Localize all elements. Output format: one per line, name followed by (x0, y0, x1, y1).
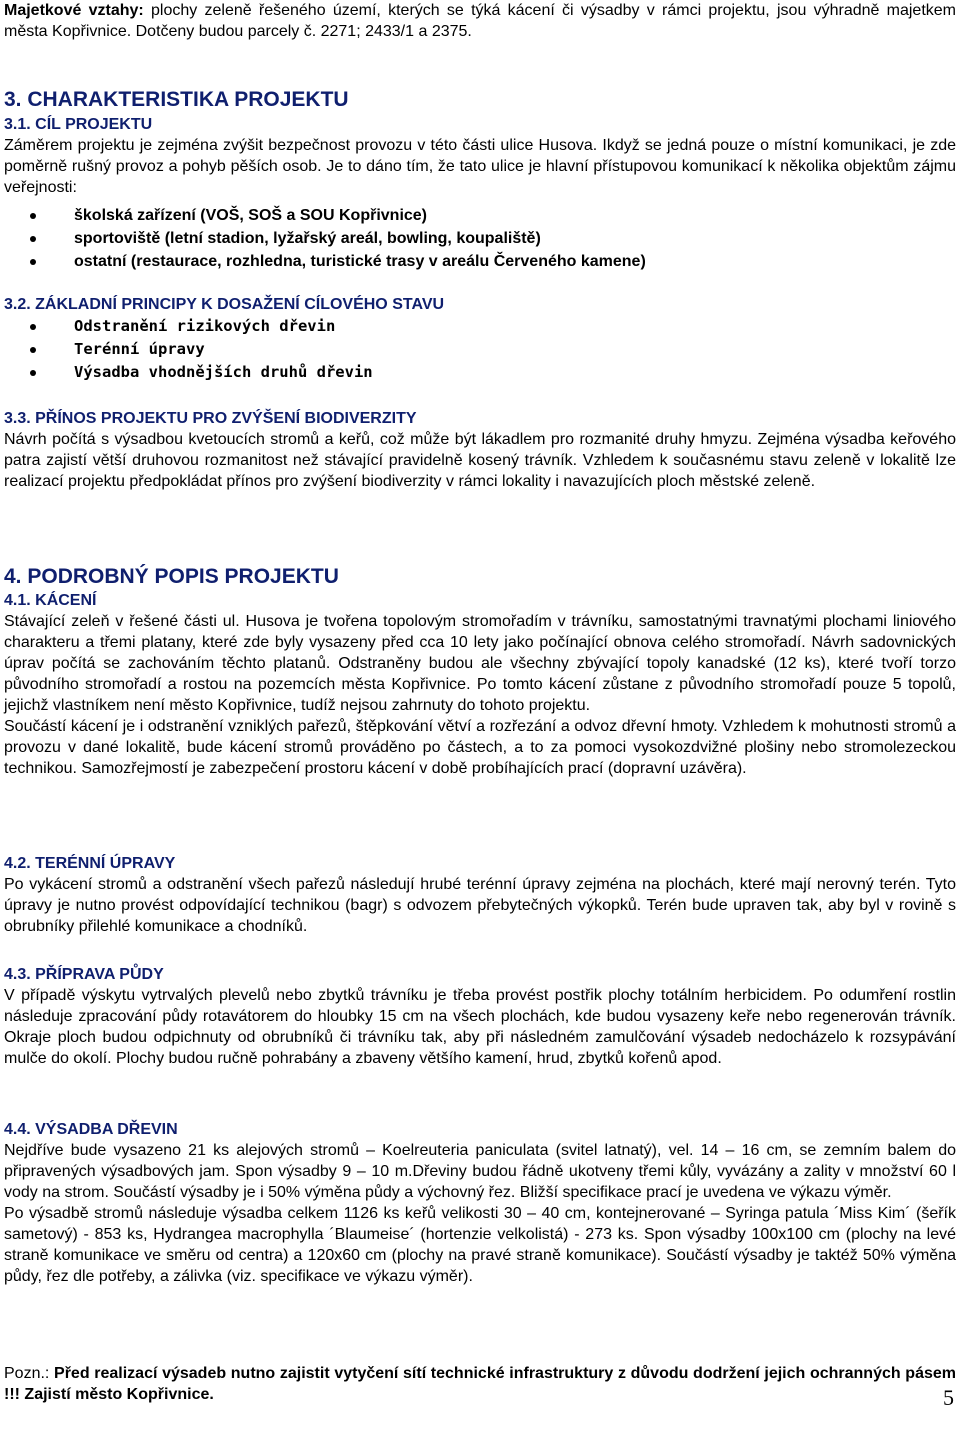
section-3-3-heading: 3.3. PŘÍNOS PROJEKTU PRO ZVÝŠENÍ BIODIVERZITY (4, 410, 417, 427)
list-item: ostatní (restaurace, rozhledna, turistické trasy v areálu Červeného kamene) (4, 250, 956, 273)
list-item: sportoviště (letní stadion, lyžařský areál, bowling, koupaliště) (4, 227, 956, 250)
section-4-3-paragraph: V případě výskytu vytrvalých plevelů nebo zbytků trávníku je třeba provést postřik plochy totálním herbicidem. Po odumření rostlin následuje zpracování půdy rotavátorem do hloubky 15 cm na všech plochách, kde budou vysazeny keře nebo regenerován trávník. Okraje ploch budou odpichnuty od obrubníků či trávníku tak, aby při následném zamulčování výsadeb nedocházelo k rozsypávání mulče do okolí. Plochy budou ručně pohrabány a zbaveny většího kamení, hrud, zbytků kořenů apod. (4, 987, 956, 1067)
section-4-2-heading: 4.2. TERÉNNÍ ÚPRAVY (4, 855, 176, 872)
section-3 (4, 88, 956, 112)
section-3-3-paragraph: Návrh počítá s výsadbou kvetoucích stromů a keřů, což může být lákadlem pro rozmanité druhy hmyzu. Zejména výsadba keřového patra zajistí větší druhovou rozmanitost než stávající pravidelně kosený trávník. Vzhledem k současnému stavu zeleně v lokalitě lze realizací projektu předpokládat přínos pro zvýšení biodiverzity v rámci lokality i navazujících ploch městské zeleně. (4, 431, 956, 490)
bullet-icon (30, 236, 36, 242)
section-3-1-heading: 3.1. CÍL PROJEKTU (4, 116, 153, 133)
list-item: Odstranění rizikových dřevin (4, 315, 956, 338)
section-3-2-heading: 3.2. ZÁKLADNÍ PRINCIPY K DOSAŽENÍ CÍLOVÉHO STAVU (4, 296, 445, 313)
ownership-block (4, 0, 956, 42)
section-4-3-heading: 4.3. PŘÍPRAVA PŮDY (4, 966, 164, 983)
section-3-heading: 3. CHARAKTERISTIKA PROJEKTU (4, 88, 349, 111)
section-4-4-heading: 4.4. VÝSADBA DŘEVIN (4, 1121, 178, 1138)
note-block (4, 1363, 956, 1405)
bullet-icon (30, 259, 36, 265)
list-item: školská zařízení (VOŠ, SOŠ a SOU Kopřivnice) (4, 204, 956, 227)
section-4-1-paragraph-2: Součástí kácení je i odstranění vzniklých pařezů, štěpkování větví a rozřezání a odvoz dřevní hmoty. Vzhledem k mohutnosti stromů a provozu v dané lokalitě, bude kácení stromů prováděno po částech, a to za pomoci vysokozdvižné plošiny nebo stromolezeckou technikou. Samozřejmostí je zabezpečení prostoru kácení v době probíhajících prací (dopravní uzávěra). (4, 718, 956, 777)
section-4-4-paragraph-1: Nejdříve bude vysazeno 21 ks alejových stromů – Koelreuteria paniculata (svitel latnatý), vel. 14 – 16 cm, se zemním balem do připravených výsadbových jam. Spon výsadby 9 – 10 m.Dřeviny budou řádně ukotveny třemi kůly, vyvázány a zality v množství 60 l vody na strom. Součástí výsadby je i 50% výměna půdy a výchovný řez. Bližší specifikace prací je uvedena ve výkazu výměr. (4, 1142, 956, 1201)
section-4-2-paragraph: Po vykácení stromů a odstranění všech pařezů následují hrubé terénní úpravy zejména na plochách, které mají nerovný terén. Tyto úpravy je nutno provést odpovídající technikou (bagr) s odvozem přebytečných výkopků. Terén bude upraven tak, aby byl v rovině s obrubníky přilehlé komunikace a chodníků. (4, 876, 956, 935)
section-3-3 (4, 408, 956, 492)
section-4-heading: 4. PODROBNÝ POPIS PROJEKTU (4, 565, 339, 588)
section-4 (4, 565, 956, 589)
section-3-2 (4, 294, 956, 384)
ownership-label: Majetkové vztahy: (4, 2, 144, 19)
bullet-icon (30, 370, 36, 376)
ownership-text: plochy zeleně řešeného území, kterých se týká kácení či výsadby v rámci projektu, jsou výhradně majetkem města Kopřivnice. Dotčeny budou parcely č. 2271; 2433/1 a 2375. (4, 2, 957, 40)
section-3-1 (4, 114, 956, 198)
section-4-4 (4, 1119, 956, 1287)
section-4-1-heading: 4.1. KÁCENÍ (4, 592, 97, 609)
section-3-1-paragraph: Záměrem projektu je zejména zvýšit bezpečnost provozu v této části ulice Husova. Ikdyž se jedná pouze o místní komunikaci, je zde poměrně rušný provoz a pohyb pěších osob. Je to dáno tím, že tato ulice je hlavní přístupovou komunikací k několika objektům zájmu veřejnosti: (4, 137, 956, 196)
bullet-icon (30, 347, 36, 353)
section-4-4-paragraph-2: Po výsadbě stromů následuje výsadba celkem 1126 ks keřů velikosti 30 – 40 cm, kontejnerované – Syringa patula ´Miss Kim´ (šeřík sametový) - 853 ks, Hydrangea macrophylla ´Blaumeise´ (hortenzie velkolistá) - 273 ks. Spon výsadby 100x100 cm (plochy na levé straně komunikace ve směru od centra) a 120x60 cm (plochy na pravé straně komunikace). Součástí výsadby je taktéž 50% výměna půdy, řez dle potřeby, a zálivka (viz. specifikace ve výkazu výměr). (4, 1205, 956, 1285)
page-number: 5 (943, 1385, 954, 1410)
note-text: Před realizací výsadeb nutno zajistit vytyčení sítí technické infrastruktury z důvodu dodržení jejich ochranných pásem !!! Zajistí město Kopřivnice. (4, 1365, 957, 1403)
note-paragraph (4, 1363, 956, 1405)
bullet-icon (30, 324, 36, 330)
ownership-paragraph (4, 0, 956, 42)
note-label: Pozn.: (4, 1365, 55, 1382)
bullet-icon (30, 213, 36, 219)
section-4-2 (4, 853, 956, 937)
list-item: Terénní úpravy (4, 338, 956, 361)
list-item: Výsadba vhodnějších druhů dřevin (4, 361, 956, 384)
section-4-1 (4, 590, 956, 779)
section-3-1-list (4, 204, 956, 273)
section-3-2-list (4, 315, 956, 384)
section-4-3 (4, 964, 956, 1069)
section-4-1-paragraph-1: Stávající zeleň v řešené části ul. Husova je tvořena topolovým stromořadím v trávníku, samostatnými travnatými plochami liniového charakteru a třemi platany, které zde byly vysazeny před cca 10 lety jako počínající obnova celého stromořadí. Návrh sadovnických úprav počítá se zachováním těchto platanů. Odstraněny budou ale všechny zbývající topoly kanadské (12 ks), které tvoří torzo původního stromořadí a rostou na pozemcích města Kopřivnice. Po tomto kácení zůstane z původního stromořadí pouze 5 topolů, jejichž vlastníkem není město Kopřivnice, tudíž nejsou zahrnuty do tohoto projektu. (4, 613, 956, 714)
